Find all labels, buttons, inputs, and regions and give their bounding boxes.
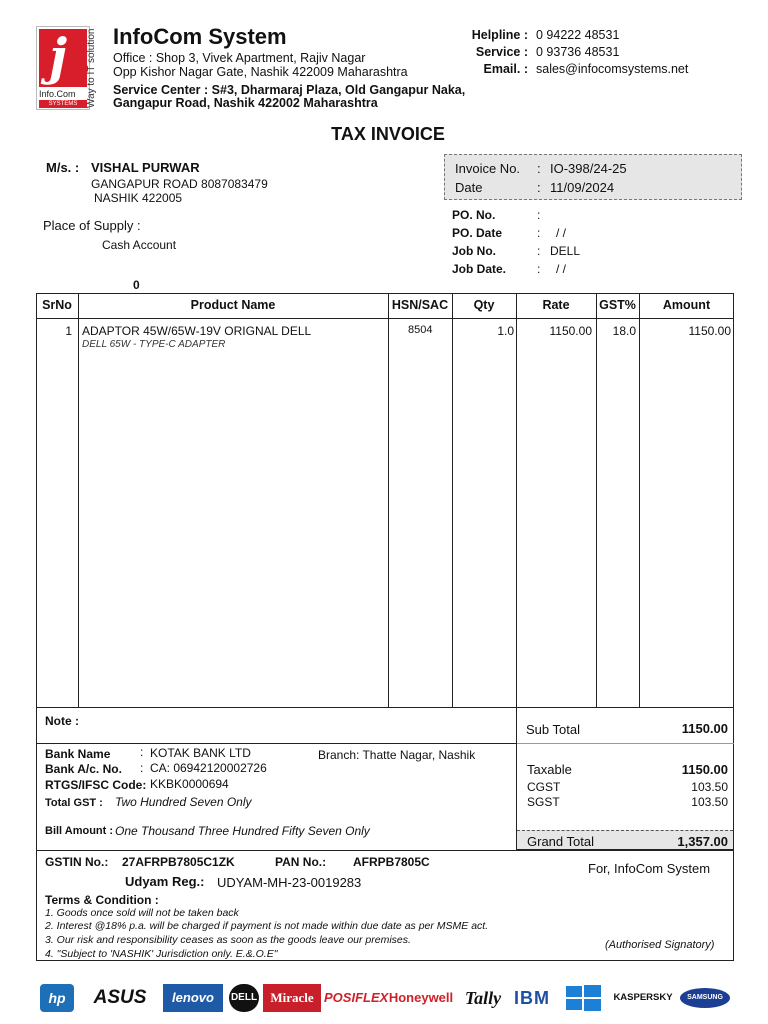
job-no-value: DELL bbox=[550, 244, 581, 258]
job-date-label: Job Date. bbox=[452, 262, 507, 276]
terms-item: 3. Our risk and responsibility ceases as soon as the goods leave our premises. bbox=[45, 934, 411, 946]
brand-logo-posiflex: POSIFLEX bbox=[324, 990, 389, 1005]
brand-logo-miracle: Miracle bbox=[263, 984, 321, 1012]
brand-logo-tally: Tally bbox=[464, 988, 502, 1008]
terms-title: Terms & Condition : bbox=[45, 893, 159, 907]
bill-amount-words: One Thousand Three Hundred Fifty Seven Only bbox=[115, 824, 370, 838]
helpline-label: Helpline : bbox=[471, 28, 528, 42]
logo-strip: SYSTEMS bbox=[39, 100, 87, 108]
sub-total-value: 1150.00 bbox=[681, 721, 728, 736]
terms-item: 2. Interest @18% p.a. will be charged if payment is not made within due date as per MSME act. bbox=[45, 920, 489, 932]
place-of-supply-label: Place of Supply : bbox=[43, 218, 141, 233]
brand-logo-hp: hp bbox=[40, 984, 74, 1012]
office-address-line-1: Office : Shop 3, Vivek Apartment, Rajiv Nagar bbox=[113, 51, 366, 65]
rtgs-label: RTGS/IFSC Code: bbox=[45, 778, 147, 792]
helpline-number: 0 94222 48531 bbox=[536, 28, 620, 42]
column-divider bbox=[596, 293, 597, 708]
invoice-no-colon: : bbox=[537, 161, 541, 176]
header-rate: Rate bbox=[542, 298, 570, 312]
row-gst: 18.0 bbox=[612, 324, 636, 338]
rtgs-value: KKBK0000694 bbox=[150, 777, 229, 791]
po-no-label: PO. No. bbox=[452, 208, 496, 222]
bank-account-value: CA: 06942120002726 bbox=[150, 761, 267, 775]
header-srno: SrNo bbox=[42, 298, 72, 312]
authorised-signatory: (Authorised Signatory) bbox=[605, 939, 715, 951]
bank-account-label: Bank A/c. No. bbox=[45, 762, 122, 776]
header-gst-percent: GST% bbox=[599, 298, 636, 312]
for-company: For, InfoCom System bbox=[588, 861, 711, 876]
email-label: Email. : bbox=[483, 62, 528, 76]
bank-account-colon: : bbox=[140, 761, 144, 775]
gstin-value: 27AFRPB7805C1ZK bbox=[122, 855, 235, 869]
sub-total-label: Sub Total bbox=[526, 722, 580, 737]
column-divider bbox=[388, 293, 389, 708]
terms-item: 1. Goods once sold will not be taken back bbox=[45, 907, 239, 919]
cgst-label: CGST bbox=[527, 780, 561, 794]
terms-item: 4. "Subject to 'NASHIK' Jurisdiction only. E.&.O.E" bbox=[45, 948, 278, 960]
brand-logo-dell: DELL bbox=[229, 984, 259, 1012]
sub-total-divider bbox=[517, 743, 734, 744]
ms-label: M/s. : bbox=[46, 160, 80, 175]
header-hsn-sac: HSN/SAC bbox=[391, 298, 449, 312]
grand-total-label: Grand Total bbox=[527, 834, 594, 849]
gstin-label: GSTIN No.: bbox=[45, 855, 109, 869]
row-qty: 1.0 bbox=[497, 324, 514, 338]
job-no-label: Job No. bbox=[452, 244, 496, 258]
service-number: 0 93736 48531 bbox=[536, 45, 620, 59]
brand-logo-asus: ASUS bbox=[93, 987, 147, 1008]
service-center-line-2: Gangapur Road, Nashik 422002 Maharashtra bbox=[113, 96, 378, 110]
row-product-name: ADAPTOR 45W/65W-19V ORIGNAL DELL bbox=[82, 324, 312, 338]
note-label: Note : bbox=[45, 714, 79, 728]
header-amount: Amount bbox=[662, 298, 711, 312]
company-name: InfoCom System bbox=[113, 24, 287, 49]
po-no-colon: : bbox=[537, 208, 541, 222]
place-of-supply-value: Cash Account bbox=[102, 238, 177, 252]
column-divider bbox=[639, 293, 640, 708]
column-divider bbox=[78, 293, 79, 708]
office-address-line-2: Opp Kishor Nagar Gate, Nashik 422009 Maharashtra bbox=[113, 65, 408, 79]
cgst-value: 103.50 bbox=[691, 780, 728, 794]
brand-logo-samsung: SAMSUNG bbox=[680, 988, 730, 1008]
invoice-date-label: Date bbox=[455, 180, 483, 195]
udyam-label: Udyam Reg.: bbox=[125, 874, 205, 889]
row-product-description: DELL 65W - TYPE-C ADAPTER bbox=[82, 339, 226, 350]
bank-branch: Branch: Thatte Nagar, Nashik bbox=[318, 748, 476, 762]
gstin-divider bbox=[36, 850, 734, 851]
service-label: Service : bbox=[475, 45, 528, 59]
total-gst-words: Two Hundred Seven Only bbox=[115, 795, 252, 809]
invoice-date-colon: : bbox=[537, 180, 541, 195]
table-header-divider bbox=[36, 318, 734, 319]
total-gst-label: Total GST : bbox=[45, 797, 103, 809]
sgst-label: SGST bbox=[527, 795, 560, 809]
pan-value: AFRPB7805C bbox=[353, 855, 430, 869]
document-title: TAX INVOICE bbox=[331, 124, 445, 144]
brand-logo-lenovo: lenovo bbox=[163, 984, 223, 1012]
row-srno: 1 bbox=[65, 324, 72, 338]
email-address: sales@infocomsystems.net bbox=[536, 62, 689, 76]
job-date-value: / / bbox=[556, 262, 567, 276]
windows-icon bbox=[562, 984, 604, 1012]
bank-name-value: KOTAK BANK LTD bbox=[150, 746, 251, 760]
invoice-no-label: Invoice No. bbox=[455, 161, 521, 176]
taxable-label: Taxable bbox=[527, 762, 572, 777]
company-logo bbox=[36, 26, 90, 110]
items-table bbox=[36, 293, 734, 708]
bank-name-label: Bank Name bbox=[45, 747, 111, 761]
pan-label: PAN No.: bbox=[275, 855, 327, 869]
customer-zero: 0 bbox=[133, 278, 140, 292]
row-amount: 1150.00 bbox=[688, 324, 731, 338]
customer-address-line-1: GANGAPUR ROAD 8087083479 bbox=[91, 177, 268, 191]
row-rate: 1150.00 bbox=[549, 324, 592, 338]
po-date-colon: : bbox=[537, 226, 541, 240]
header-qty: Qty bbox=[473, 298, 495, 312]
header-product-name: Product Name bbox=[190, 298, 276, 312]
job-no-colon: : bbox=[537, 244, 541, 258]
sgst-value: 103.50 bbox=[691, 795, 728, 809]
brand-logo-ibm: IBM bbox=[514, 988, 550, 1008]
grand-total-value: 1,357.00 bbox=[677, 834, 728, 849]
po-date-value: / / bbox=[556, 226, 567, 240]
row-hsn: 8504 bbox=[408, 324, 433, 336]
job-date-colon: : bbox=[537, 262, 541, 276]
company-tagline: Way to IT solution bbox=[86, 28, 97, 108]
service-center-line-1: Service Center : S#3, Dharmaraj Plaza, Old Gangapur Naka, bbox=[113, 83, 466, 97]
brand-logo-windows bbox=[562, 984, 604, 1012]
totals-divider bbox=[516, 708, 517, 850]
logo-mark: j bbox=[39, 29, 87, 87]
taxable-value: 1150.00 bbox=[681, 762, 728, 777]
invoice-no-value: IO-398/24-25 bbox=[550, 161, 627, 176]
customer-address-line-2: NASHIK 422005 bbox=[94, 191, 183, 205]
po-date-label: PO. Date bbox=[452, 226, 503, 240]
brand-logo-honeywell: Honeywell bbox=[388, 990, 454, 1005]
bill-amount-label: Bill Amount : bbox=[45, 825, 114, 837]
bank-name-colon: : bbox=[140, 745, 144, 759]
logo-name: Info.Com bbox=[39, 89, 76, 99]
udyam-value: UDYAM-MH-23-0019283 bbox=[217, 875, 362, 890]
invoice-date-value: 11/09/2024 bbox=[550, 180, 615, 195]
note-divider bbox=[36, 743, 516, 744]
customer-name: VISHAL PURWAR bbox=[91, 160, 200, 175]
column-divider bbox=[516, 293, 517, 708]
brand-logo-kaspersky: KASPERSKY bbox=[613, 992, 673, 1003]
column-divider bbox=[452, 293, 453, 708]
